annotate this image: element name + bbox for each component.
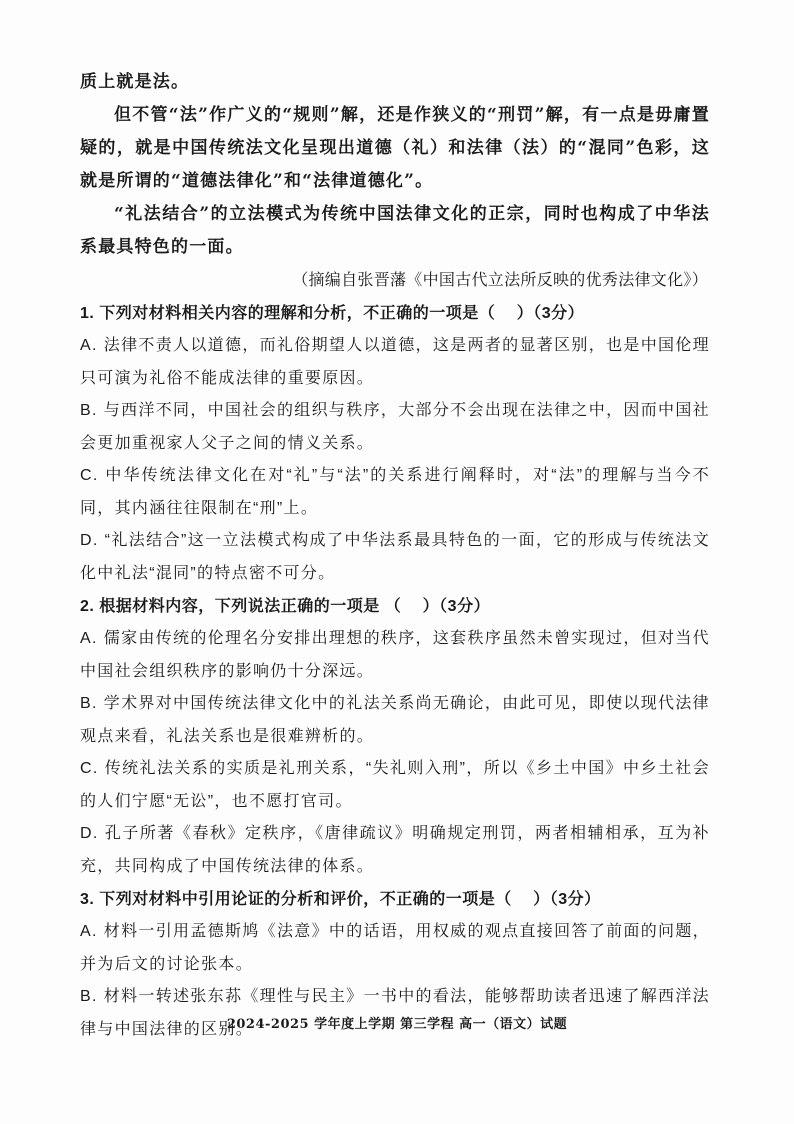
- question-1-title: 1. 下列对材料相关内容的理解和分析，不正确的一项是（ ）（3分）: [80, 305, 585, 322]
- option-letter: D.: [80, 532, 99, 549]
- passage-source: （摘编自张晋藩《中国古代立法所反映的优秀法律文化》）: [292, 272, 708, 289]
- option-text: 与西洋不同，中国社会的组织与秩序，大部分不会出现在法律之中，因而中国社会更加重视家人父子之间的情义关系。: [80, 402, 710, 452]
- question-2-title: 2. 根据材料内容，下列说法正确的一项是 （ ）（3分）: [80, 598, 491, 615]
- question-3-option-a[interactable]: [80, 916, 710, 981]
- option-text: 儒家由传统的伦理名分安排出理想的秩序，这套秩序虽然未曾实现过，但对当代中国社会组织秩序的影响仍十分深远。: [80, 630, 710, 680]
- option-letter: A.: [80, 923, 98, 940]
- question-1: [80, 297, 710, 590]
- passage-paragraph-2: 但不管“法”作广义的“规则”解，还是作狭义的“刑罚”解，有一点是毋庸置疑的，就是中国传统法文化呈现出道德（礼）和法律（法）的“混同”色彩，这就是所谓的“道德法律化”和“法律道德化”。: [80, 105, 710, 191]
- option-text: “礼法结合”这一立法模式构成了中华法系最具特色的一面，它的形成与传统法文化中礼法“混同”的特点密不可分。: [80, 532, 710, 582]
- question-2-option-a[interactable]: [80, 623, 710, 688]
- question-2: [80, 590, 710, 883]
- option-letter: B.: [80, 402, 98, 419]
- question-2-option-d[interactable]: [80, 818, 710, 883]
- page-footer: 2024-2025 学年度上学期 第三学程 高一（语文）试题: [226, 1017, 568, 1032]
- option-letter: C.: [80, 467, 99, 484]
- option-letter: C.: [80, 760, 99, 777]
- question-3-title: 3. 下列对材料中引用论证的分析和评价，不正确的一项是（ ）（3分）: [80, 891, 601, 908]
- question-1-option-b[interactable]: [80, 395, 710, 460]
- question-1-option-a[interactable]: [80, 330, 710, 395]
- question-2-option-c[interactable]: [80, 753, 710, 818]
- option-letter: B.: [80, 695, 98, 712]
- passage-paragraph-3: “礼法结合”的立法模式为传统中国法律文化的正宗，同时也构成了中华法系最具特色的一面。: [80, 204, 710, 257]
- option-text: 材料一引用孟德斯鸠《法意》中的话语，用权威的观点直接回答了前面的问题，并为后文的讨论张本。: [80, 923, 710, 973]
- option-text: 材料一转述张东荪《理性与民主》一书中的看法，能够帮助读者迅速了解西洋法律与中国法律的区别。: [80, 988, 710, 1038]
- passage-line-1: 质上就是法。: [80, 72, 190, 92]
- option-text: 传统礼法关系的实质是礼刑关系，“失礼则入刑”，所以《乡土中国》中乡土社会的人们宁愿“无讼”，也不愿打官司。: [80, 760, 710, 810]
- option-text: 中华传统法律文化在对“礼”与“法”的关系进行阐释时，对“法”的理解与当今不同，其内涵往往限制在“刑”上。: [80, 467, 710, 517]
- option-letter: A.: [80, 630, 98, 647]
- option-letter: A.: [80, 337, 98, 354]
- option-text: 法律不责人以道德，而礼俗期望人以道德，这是两者的显著区别，也是中国伦理只可演为礼俗不能成法律的重要原因。: [80, 337, 710, 387]
- question-1-option-c[interactable]: [80, 460, 710, 525]
- option-letter: B.: [80, 988, 98, 1005]
- option-letter: D.: [80, 825, 99, 842]
- page-content: [80, 66, 710, 1046]
- question-1-option-d[interactable]: [80, 525, 710, 590]
- option-text: 孔子所著《春秋》定秩序，《唐律疏议》明确规定刑罚，两者相辅相承，互为补充，共同构成了中国传统法律的体系。: [80, 825, 710, 875]
- option-text: 学术界对中国传统法律文化中的礼法关系尚无确论，由此可见，即使以现代法律观点来看，礼法关系也是很难辨析的。: [80, 695, 710, 745]
- question-2-option-b[interactable]: [80, 688, 710, 753]
